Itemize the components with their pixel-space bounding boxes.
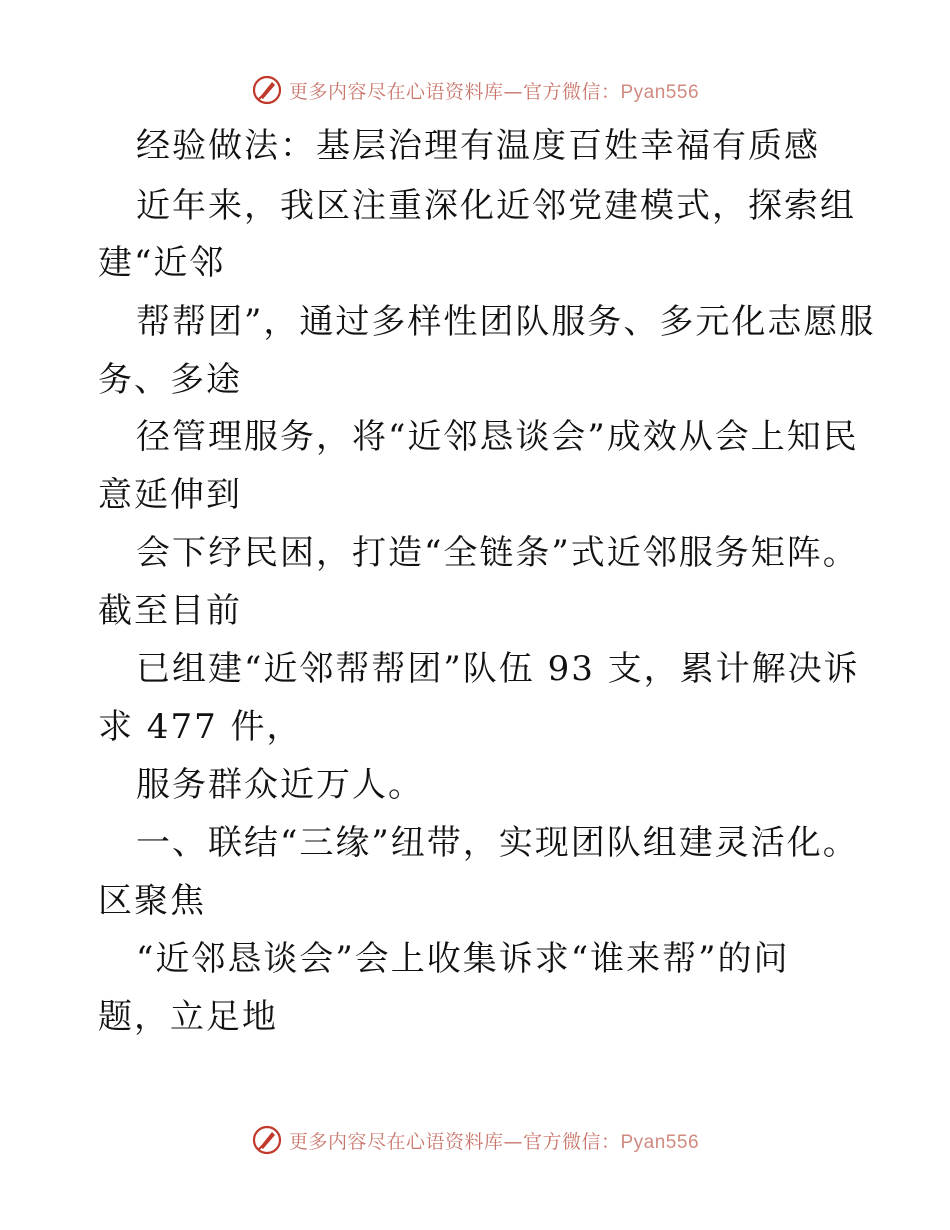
- watermark-text: 更多内容尽在心语资料库—官方微信：Pyan556: [288, 80, 700, 103]
- doc-line: 务、多途: [98, 360, 242, 400]
- watermark-text: 更多内容尽在心语资料库—官方微信：Pyan556: [288, 1130, 700, 1153]
- doc-line: 近年来，我区注重深化近邻党建模式，探索组: [136, 186, 856, 226]
- doc-line: 已组建“近邻帮帮团”队伍 93 支，累计解决诉: [136, 649, 860, 689]
- doc-line: 意延伸到: [98, 475, 242, 515]
- doc-line: 径管理服务，将“近邻恳谈会”成效从会上知民: [136, 417, 859, 457]
- doc-line: 求 477 件，: [98, 707, 303, 747]
- section-heading: 一、联结“三缘”纽带，实现团队组建灵活化。: [136, 823, 859, 863]
- doc-line: 服务群众近万人。: [136, 765, 424, 805]
- footer-watermark: [0, 1122, 950, 1158]
- watermark-account: Pyan556: [620, 81, 700, 103]
- doc-line: 题，立足地: [98, 997, 278, 1037]
- watermark-account: Pyan556: [620, 1131, 700, 1153]
- quill-logo-icon: [251, 1124, 283, 1156]
- doc-line: 帮帮团”，通过多样性团队服务、多元化志愿服: [136, 302, 876, 342]
- doc-line: 区聚焦: [98, 881, 206, 921]
- doc-title: 经验做法：基层治理有温度百姓幸福有质感: [136, 126, 820, 166]
- doc-line: 会下纾民困，打造“全链条”式近邻服务矩阵。: [136, 533, 859, 573]
- doc-line: “近邻恳谈会”会上收集诉求“谁来帮”的问: [136, 939, 790, 979]
- doc-line: 建“近邻: [98, 243, 226, 283]
- doc-line: 截至目前: [98, 591, 242, 631]
